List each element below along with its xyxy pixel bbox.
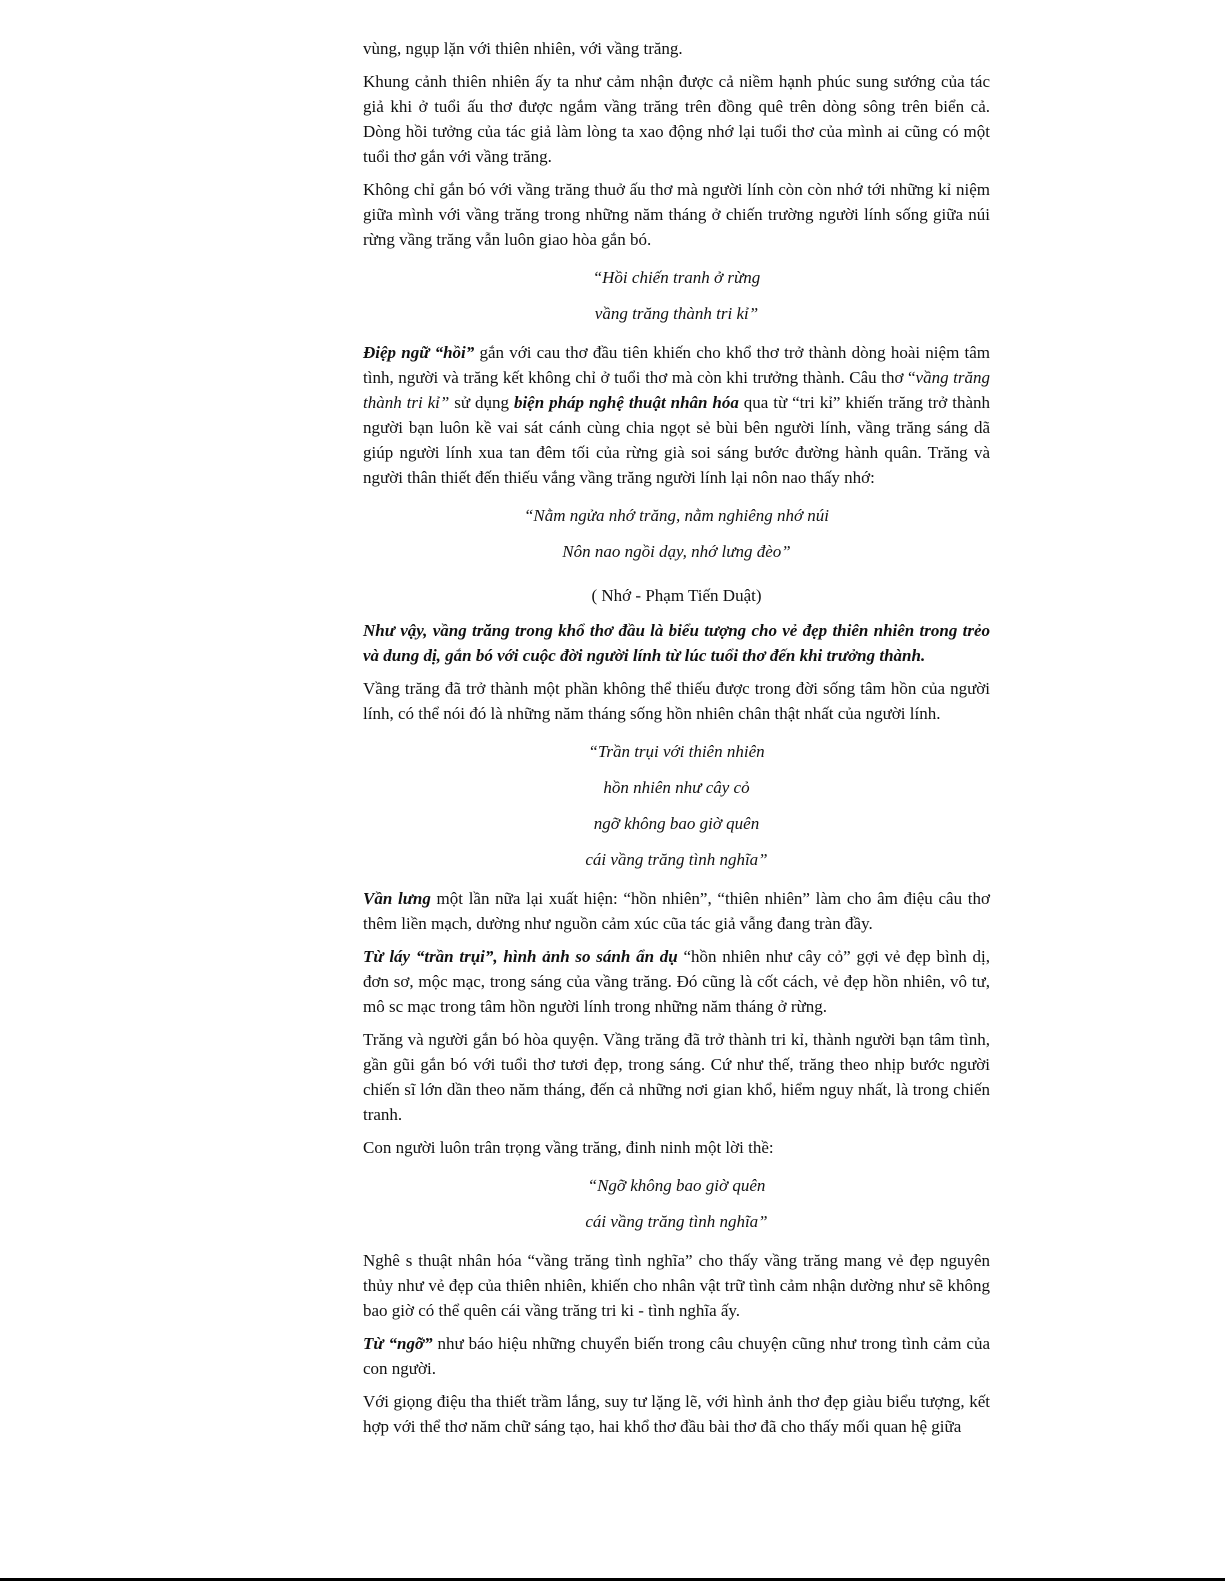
- text-run: Vần lưng: [363, 889, 431, 908]
- poem-quote: [363, 734, 990, 878]
- text-run: Điệp ngữ “hồi”: [363, 343, 480, 362]
- page-break-rule: [0, 1578, 1225, 1581]
- poem-line: “Trần trụi với thiên nhiên: [588, 742, 765, 761]
- poem-line: vầng trăng thành tri kỉ”: [594, 304, 759, 323]
- text-run: Như vậy, vầng trăng trong khổ thơ đầu là biểu tượng cho vẻ đẹp thiên nhiên trong trẻo và dung dị, gắn bó với cuộc đời người lính từ lúc tuổi thơ đến khi trưởng thành.: [363, 621, 990, 665]
- poem-attribution: ( Nhớ - Phạm Tiến Duật): [591, 586, 762, 605]
- document-body: [363, 36, 990, 1447]
- paragraph: [363, 36, 990, 61]
- text-run: vùng, ngụp lặn với thiên nhiên, với vầng trăng.: [363, 39, 683, 58]
- text-run: Nghê s thuật nhân hóa “vầng trăng tình nghĩa” cho thấy vầng trăng mang vẻ đẹp nguyên thủy như vẻ đẹp của thiên nhiên, khiến cho nhân vật trữ tình cảm nhận dường như sẽ không bao giờ có thể quên cái vầng trăng tri ki - tình nghĩa ấy.: [363, 1251, 990, 1320]
- paragraph: [363, 1248, 990, 1323]
- paragraph: [363, 340, 990, 490]
- text-run: Từ “ngỡ”: [363, 1334, 433, 1353]
- text-run: Vầng trăng đã trở thành một phần không thể thiếu được trong đời sống tâm hồn của người lính, có thể nói đó là những năm tháng sống hồn nhiên chân thật nhất của người lính.: [363, 679, 990, 723]
- text-run: như báo hiệu những chuyển biến trong câu chuyện cũng như trong tình cảm của con người.: [363, 1334, 990, 1378]
- poem-quote: [363, 498, 990, 570]
- text-run: biện pháp nghệ thuật nhân hóa: [513, 393, 739, 412]
- paragraph: [363, 177, 990, 252]
- text-run: “hồn nhiên như cây cỏ” gợi vẻ đẹp bình dị, đơn sơ, mộc mạc, trong sáng của vầng trăng. Đó cũng là cốt cách, vẻ đẹp hồn nhiên, vô tư, mô sc mạc trong tâm hồn người lính trong những năm tháng ở rừng.: [363, 947, 990, 1016]
- poem-line: “Nằm ngửa nhớ trăng, nằm nghiêng nhớ núi: [523, 506, 830, 525]
- text-run: sử dụng: [449, 393, 514, 412]
- paragraph: [363, 944, 990, 1019]
- poem-line: hồn nhiên như cây cỏ: [603, 778, 750, 797]
- text-run: Trăng và người gắn bó hòa quyện. Vầng trăng đã trở thành tri kỉ, thành người bạn tâm tình, gần gũi gắn bó với tuổi thơ tươi đẹp, trong sáng. Cứ như thế, trăng theo nhịp bước người chiến sĩ lớn dần theo năm tháng, đến cả những nơi gian khổ, hiểm nguy nhất, là trong chiến tranh.: [363, 1030, 990, 1124]
- paragraph: [363, 1027, 990, 1127]
- text-run: vầng trăng thành tri kỉ”: [363, 368, 990, 412]
- text-run: Từ láy “trần trụi”, hình ảnh so sánh ẩn dụ: [363, 947, 678, 966]
- paragraph: [363, 1389, 990, 1439]
- paragraph: [363, 1135, 990, 1160]
- paragraph: [363, 69, 990, 169]
- poem-line: Nôn nao ngồi dạy, nhớ lưng đèo”: [562, 542, 791, 561]
- text-run: Con người luôn trân trọng vầng trăng, đinh ninh một lời thề:: [363, 1138, 774, 1157]
- paragraph: [363, 886, 990, 936]
- paragraph: [363, 676, 990, 726]
- text-run: Với giọng điệu tha thiết trầm lắng, suy tư lặng lẽ, với hình ảnh thơ đẹp giàu biểu tượng, kết hợp với thể thơ năm chữ sáng tạo, hai khổ thơ đầu bài thơ đã cho thấy mối quan hệ giữa: [363, 1392, 990, 1436]
- poem-quote: [363, 1168, 990, 1240]
- paragraph: [363, 618, 990, 668]
- text-run: qua từ “tri kỉ” khiến trăng trở thành người bạn luôn kề vai sát cánh cùng chia ngọt sẻ bùi bên người lính, vầng trăng sáng dã giúp người lính xua tan đêm tối của rừng già soi sáng bước đường hành quân. Trăng và người thân thiết đến thiếu vắng vầng trăng người lính lại nôn nao thấy nhớ:: [363, 393, 990, 487]
- text-run: Khung cảnh thiên nhiên ấy ta như cảm nhận được cả niềm hạnh phúc sung sướng của tác giả khi ở tuổi ấu thơ được ngắm vầng trăng trên đồng quê trên dòng sông trên biển cả. Dòng hồi tưởng của tác giả làm lòng ta xao động nhớ lại tuổi thơ của mình ai cũng có một tuổi thơ gắn với vầng trăng.: [363, 72, 990, 166]
- text-run: Không chỉ gắn bó với vầng trăng thuở ấu thơ mà người lính còn còn nhớ tới những kỉ niệm giữa mình với vầng trăng trong những năm tháng ở chiến trường người lính sống giữa núi rừng vầng trăng vẫn luôn giao hòa gắn bó.: [363, 180, 990, 249]
- poem-line: “Ngỡ không bao giờ quên: [587, 1176, 766, 1195]
- poem-quote: [363, 260, 990, 332]
- poem-line: ngỡ không bao giờ quên: [593, 814, 760, 833]
- poem-line: cái vầng trăng tình nghĩa”: [585, 850, 768, 869]
- text-run: một lần nữa lại xuất hiện: “hồn nhiên”, “thiên nhiên” làm cho âm điệu câu thơ thêm liền mạch, dường như nguồn cảm xúc cũa tác giả vẫng đang tràn đầy.: [363, 889, 990, 933]
- paragraph: [363, 1331, 990, 1381]
- poem-line: cái vầng trăng tình nghĩa”: [585, 1212, 768, 1231]
- text-run: gắn với cau thơ đầu tiên khiến cho khổ thơ trở thành dòng hoài niệm tâm tình, người và trăng kết không chỉ ở tuổi thơ mà còn khi trưởng thành. Câu thơ “: [363, 343, 990, 387]
- poem-line: “Hồi chiến tranh ở rừng: [592, 268, 761, 287]
